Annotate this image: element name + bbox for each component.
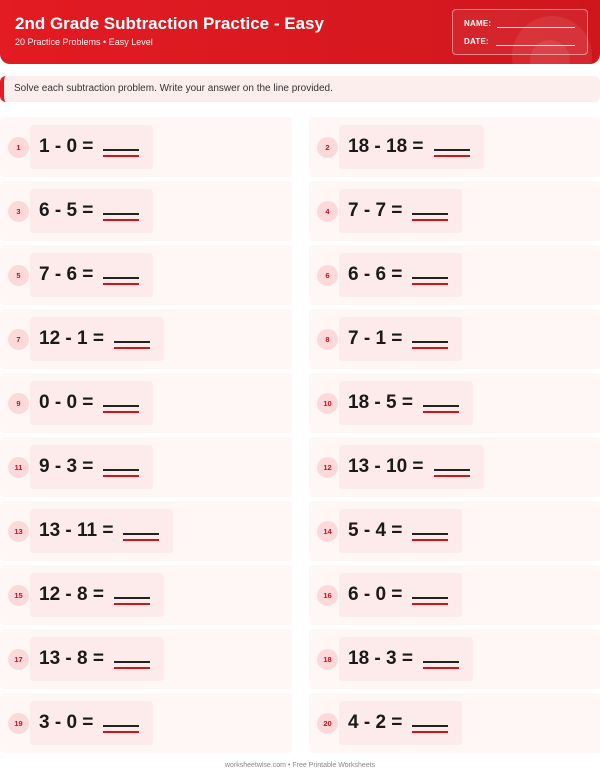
problem-3 — [0, 181, 292, 241]
problem-number-badge: 10 — [317, 393, 338, 414]
answer-line — [434, 149, 470, 151]
answer-line — [412, 277, 448, 279]
answer-line — [103, 725, 139, 727]
problem-card — [30, 637, 164, 681]
problem-1 — [0, 117, 292, 177]
problem-number-badge: 5 — [8, 265, 29, 286]
problem-expression: 13 - 8 = — [39, 648, 104, 669]
problem-expression: 18 - 5 = — [348, 392, 413, 413]
problem-card — [30, 381, 153, 425]
problem-5 — [0, 245, 292, 305]
problem-19 — [0, 693, 292, 753]
problem-number-badge: 20 — [317, 713, 338, 734]
problem-8 — [309, 309, 600, 369]
problem-card — [30, 125, 153, 169]
problem-number-badge: 4 — [317, 201, 338, 222]
answer-underline — [423, 667, 459, 669]
answer-underline — [434, 475, 470, 477]
answer-line — [123, 533, 159, 535]
problem-number-badge: 13 — [8, 521, 29, 542]
problem-expression: 18 - 18 = — [348, 136, 424, 157]
answer-underline — [423, 411, 459, 413]
problem-number-badge: 12 — [317, 457, 338, 478]
problem-expression: 5 - 4 = — [348, 520, 403, 541]
answer-line — [412, 597, 448, 599]
problem-6 — [309, 245, 600, 305]
instructions-banner: Solve each subtraction problem. Write your answer on the line provided. — [0, 76, 600, 102]
problem-10 — [309, 373, 600, 433]
answer-line — [114, 597, 150, 599]
problem-11 — [0, 437, 292, 497]
problem-17 — [0, 629, 292, 689]
answer-underline — [103, 731, 139, 733]
problem-16 — [309, 565, 600, 625]
problem-18 — [309, 629, 600, 689]
problem-number-badge: 18 — [317, 649, 338, 670]
answer-underline — [434, 155, 470, 157]
answer-blank[interactable] — [434, 458, 470, 478]
problem-expression: 3 - 0 = — [39, 712, 94, 733]
problem-card — [339, 701, 462, 745]
problem-number-badge: 9 — [8, 393, 29, 414]
answer-underline — [103, 155, 139, 157]
problem-12 — [309, 437, 600, 497]
date-label: DATE: — [464, 37, 489, 46]
answer-line — [103, 277, 139, 279]
answer-line — [103, 149, 139, 151]
answer-line — [423, 405, 459, 407]
problem-card — [30, 189, 153, 233]
answer-line — [412, 533, 448, 535]
answer-line — [423, 661, 459, 663]
answer-line — [103, 469, 139, 471]
problem-expression: 13 - 11 = — [39, 520, 114, 541]
answer-line — [103, 405, 139, 407]
problem-9 — [0, 373, 292, 433]
answer-blank[interactable] — [412, 586, 448, 606]
answer-underline — [412, 283, 448, 285]
problem-card — [339, 381, 473, 425]
answer-underline — [123, 539, 159, 541]
problem-number-badge: 19 — [8, 713, 29, 734]
answer-blank[interactable] — [412, 522, 448, 542]
problem-expression: 9 - 3 = — [39, 456, 94, 477]
problem-card — [339, 573, 462, 617]
answer-blank[interactable] — [114, 330, 150, 350]
answer-line — [412, 725, 448, 727]
problem-card — [339, 253, 462, 297]
problem-expression: 6 - 0 = — [348, 584, 403, 605]
problem-2 — [309, 117, 600, 177]
problem-card — [339, 509, 462, 553]
answer-underline — [114, 667, 150, 669]
name-date-box — [452, 9, 588, 55]
problem-4 — [309, 181, 600, 241]
worksheet-header — [0, 0, 600, 64]
problem-20 — [309, 693, 600, 753]
problem-expression: 7 - 1 = — [348, 328, 403, 349]
answer-blank[interactable] — [423, 650, 459, 670]
problem-15 — [0, 565, 292, 625]
problem-card — [339, 637, 473, 681]
worksheet-subtitle: 20 Practice Problems • Easy Level — [15, 37, 153, 47]
problem-7 — [0, 309, 292, 369]
answer-line — [434, 469, 470, 471]
problem-13 — [0, 501, 292, 561]
problem-expression: 12 - 8 = — [39, 584, 104, 605]
problem-card — [30, 701, 153, 745]
problem-number-badge: 6 — [317, 265, 338, 286]
footer-text: worksheetwise.com • Free Printable Worksheets — [224, 762, 376, 769]
answer-underline — [103, 475, 139, 477]
answer-blank[interactable] — [103, 394, 139, 414]
problem-card — [30, 317, 164, 361]
problem-expression: 12 - 1 = — [39, 328, 104, 349]
problem-expression: 1 - 0 = — [39, 136, 94, 157]
problem-number-badge: 16 — [317, 585, 338, 606]
problem-card — [30, 509, 173, 553]
answer-blank[interactable] — [423, 394, 459, 414]
answer-blank[interactable] — [123, 522, 159, 542]
answer-blank[interactable] — [103, 458, 139, 478]
problem-card — [339, 189, 462, 233]
answer-blank[interactable] — [412, 202, 448, 222]
problem-number-badge: 14 — [317, 521, 338, 542]
problem-number-badge: 8 — [317, 329, 338, 350]
answer-line — [114, 661, 150, 663]
problem-expression: 0 - 0 = — [39, 392, 94, 413]
answer-line — [103, 213, 139, 215]
problem-card — [30, 253, 153, 297]
answer-blank[interactable] — [103, 138, 139, 158]
answer-underline — [412, 347, 448, 349]
answer-line — [412, 341, 448, 343]
problem-14 — [309, 501, 600, 561]
problem-number-badge: 17 — [8, 649, 29, 670]
answer-blank[interactable] — [114, 586, 150, 606]
problem-expression: 13 - 10 = — [348, 456, 424, 477]
answer-underline — [412, 539, 448, 541]
answer-underline — [412, 219, 448, 221]
answer-blank[interactable] — [412, 266, 448, 286]
problem-number-badge: 15 — [8, 585, 29, 606]
problem-number-badge: 3 — [8, 201, 29, 222]
answer-underline — [412, 731, 448, 733]
problem-number-badge: 11 — [8, 457, 29, 478]
problem-expression: 7 - 7 = — [348, 200, 403, 221]
answer-underline — [114, 347, 150, 349]
answer-underline — [412, 603, 448, 605]
problem-number-badge: 1 — [8, 137, 29, 158]
problem-expression: 7 - 6 = — [39, 264, 94, 285]
problem-card — [339, 317, 462, 361]
problem-card — [30, 445, 153, 489]
problem-card — [30, 573, 164, 617]
answer-blank[interactable] — [103, 202, 139, 222]
problem-card — [339, 125, 484, 169]
worksheet-title: 2nd Grade Subtraction Practice - Easy — [15, 14, 324, 33]
problem-number-badge: 2 — [317, 137, 338, 158]
answer-underline — [103, 283, 139, 285]
answer-blank[interactable] — [103, 266, 139, 286]
date-line[interactable] — [496, 45, 575, 46]
answer-line — [412, 213, 448, 215]
problem-expression: 6 - 5 = — [39, 200, 94, 221]
answer-underline — [114, 603, 150, 605]
answer-line — [114, 341, 150, 343]
problem-expression: 6 - 6 = — [348, 264, 403, 285]
answer-blank[interactable] — [434, 138, 470, 158]
problem-number-badge: 7 — [8, 329, 29, 350]
answer-blank[interactable] — [103, 714, 139, 734]
answer-blank[interactable] — [412, 330, 448, 350]
problem-card — [339, 445, 484, 489]
answer-blank[interactable] — [412, 714, 448, 734]
name-label: NAME: — [464, 19, 492, 28]
problem-expression: 4 - 2 = — [348, 712, 403, 733]
answer-blank[interactable] — [114, 650, 150, 670]
problem-expression: 18 - 3 = — [348, 648, 413, 669]
answer-underline — [103, 219, 139, 221]
answer-underline — [103, 411, 139, 413]
name-line[interactable] — [497, 27, 575, 28]
